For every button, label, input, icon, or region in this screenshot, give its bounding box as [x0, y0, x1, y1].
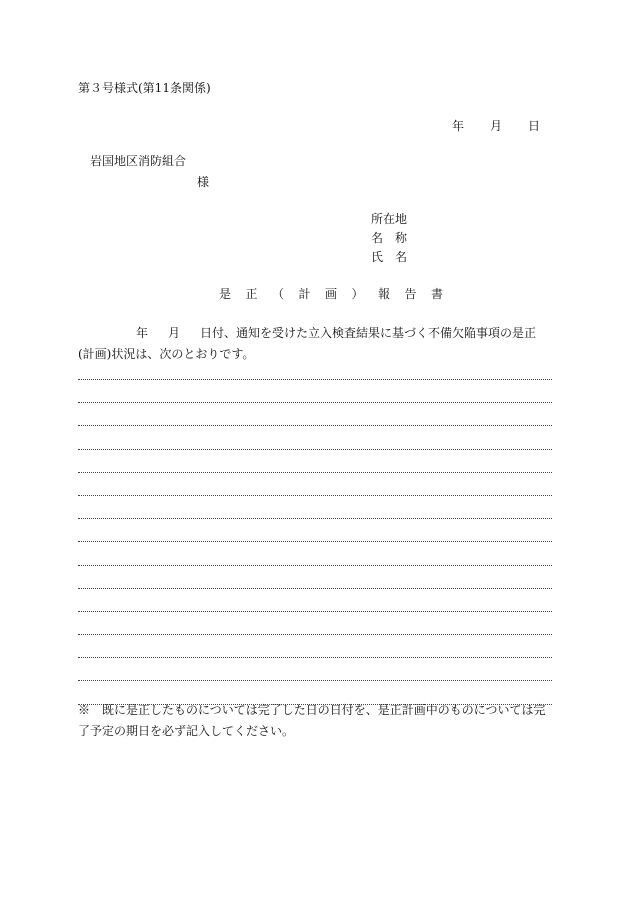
addressee-honorific: 様 — [197, 175, 210, 189]
sender-name-label: 名 称 — [371, 231, 408, 245]
entry-line — [78, 611, 552, 612]
date-year-label: 年 — [452, 119, 465, 133]
note-text: ※ 既に是正したものについては完了した日の日付を、是正計画中のものについては完了予定の期日を必ず記入してください。 — [78, 703, 546, 738]
entry-line — [78, 657, 552, 658]
entry-line — [78, 495, 552, 496]
entry-line — [78, 680, 552, 681]
entry-line — [78, 541, 552, 542]
date-line — [452, 120, 540, 132]
date-month-label: 月 — [490, 119, 503, 133]
entry-line — [78, 565, 552, 566]
entry-line — [78, 379, 552, 380]
sender-person-label: 氏 名 — [371, 250, 408, 264]
sender-address-label: 所在地 — [371, 212, 408, 226]
addressee-organization: 岩国地区消防組合 — [90, 154, 187, 168]
document-title: 是正（計画）報告書 — [219, 287, 458, 301]
body-text-block — [78, 323, 552, 365]
entry-line — [78, 472, 552, 473]
entry-line — [78, 449, 552, 450]
entry-lines — [78, 379, 552, 727]
entry-line — [78, 518, 552, 519]
entry-line — [78, 588, 552, 589]
body-year-label: 年 — [136, 326, 149, 340]
form-number: 第３号様式(第11条関係) — [78, 81, 211, 95]
entry-line — [78, 402, 552, 403]
body-text: 日付、通知を受けた立入検査結果に基づく不備欠陥事項の是正(計画)状況は、次のとおりです。 — [78, 326, 537, 361]
sender-block — [371, 213, 407, 270]
date-day-label: 日 — [528, 119, 541, 133]
entry-line — [78, 425, 552, 426]
body-month-label: 月 — [168, 326, 181, 340]
entry-line — [78, 634, 552, 635]
